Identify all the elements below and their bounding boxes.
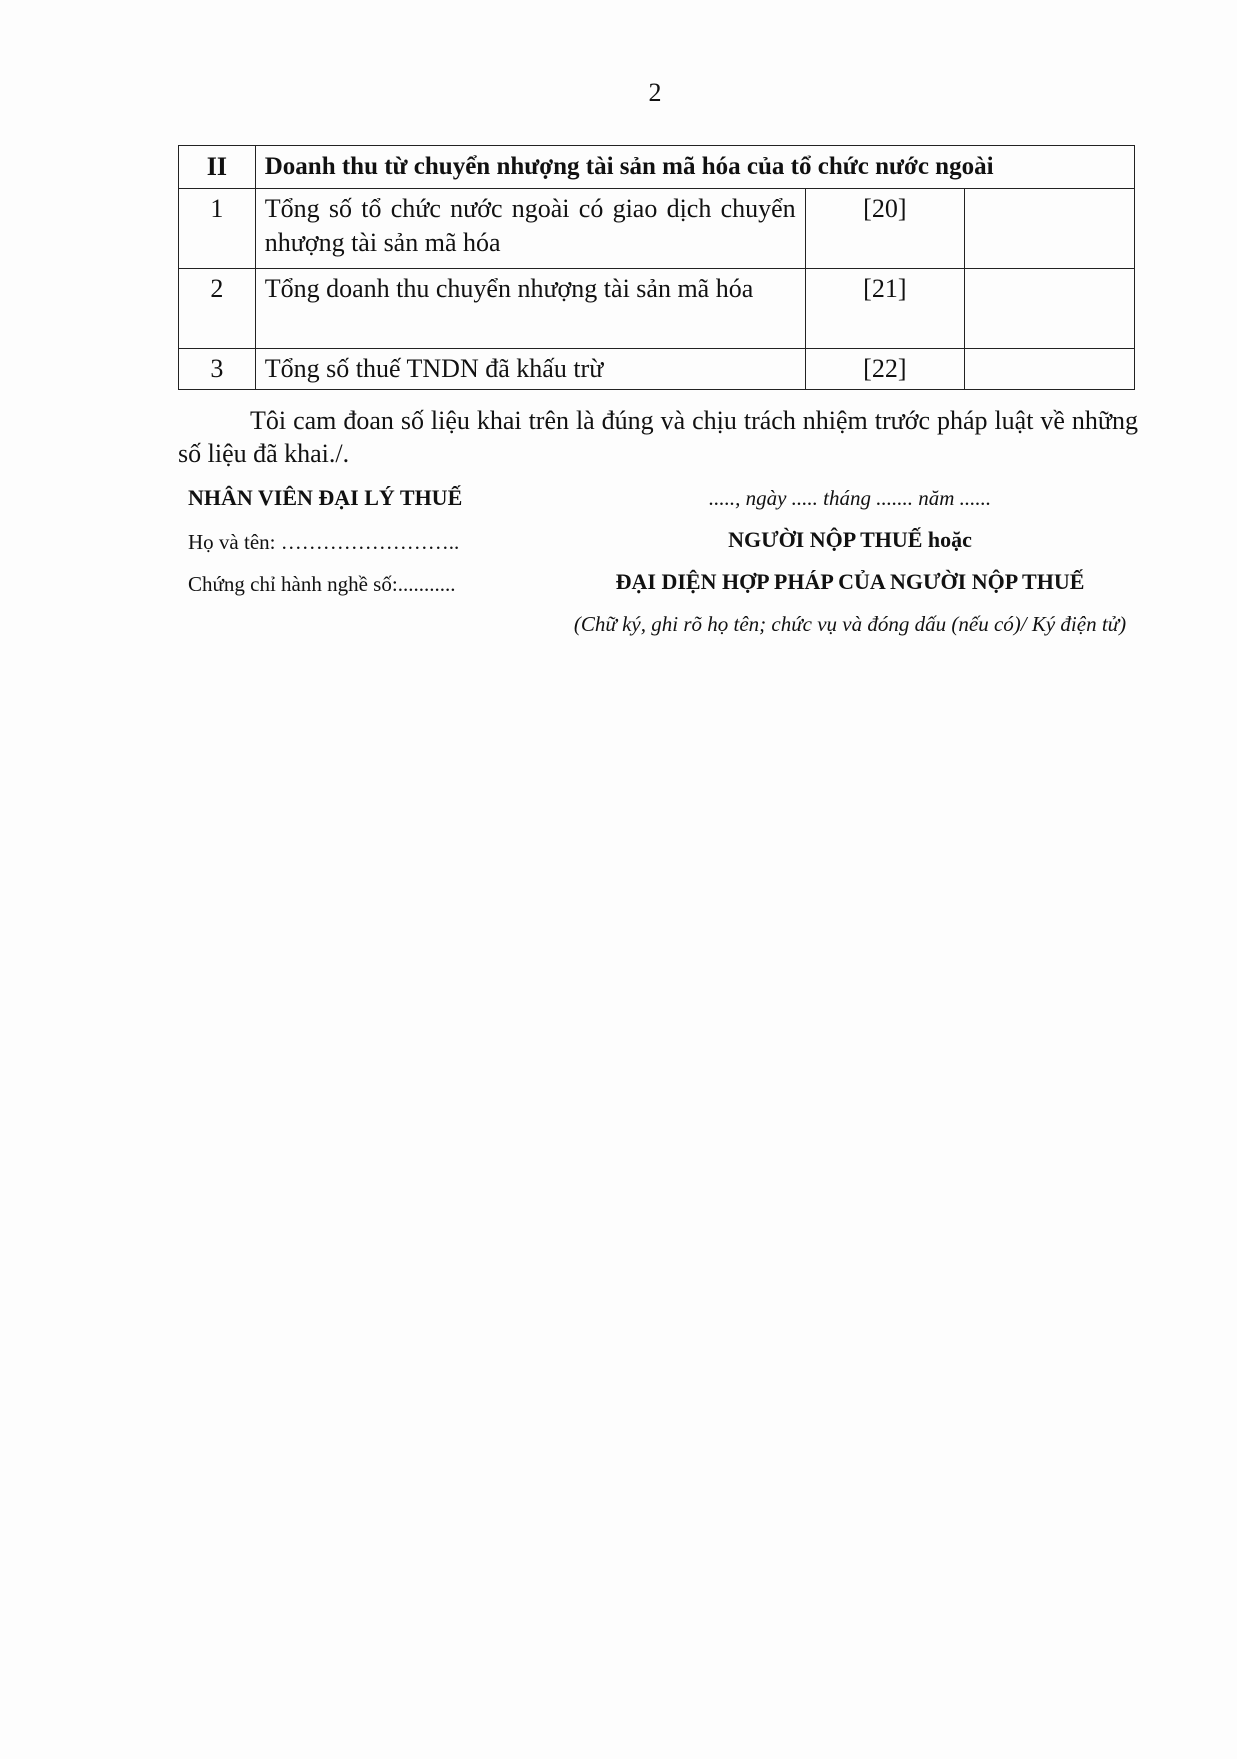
table-row	[179, 349, 1135, 390]
section-row	[179, 146, 1135, 189]
section-title: Doanh thu từ chuyển nhượng tài sản mã hóa của tổ chức nước ngoài	[255, 146, 1134, 189]
taxpayer-title: NGƯỜI NỘP THUẾ hoặc	[728, 527, 972, 552]
row-code: [20]	[805, 189, 964, 269]
date-line: ....., ngày ..... tháng ....... năm ......	[708, 486, 992, 510]
tax-agent-title: NHÂN VIÊN ĐẠI LÝ THUẾ	[188, 485, 463, 510]
section-number: II	[179, 146, 256, 189]
agent-name-field: Họ và tên: ……………………..	[188, 530, 460, 554]
declaration-table	[178, 145, 1135, 390]
signature-note: (Chữ ký, ghi rõ họ tên; chức vụ và đóng dấu (nếu có)/ Ký điện tử)	[573, 612, 1127, 636]
row-description: Tổng số thuế TNDN đã khấu trừ	[255, 349, 805, 390]
row-number: 3	[179, 349, 256, 390]
tax-agent-block	[188, 484, 528, 612]
row-value-cell[interactable]	[965, 349, 1135, 390]
row-number: 1	[179, 189, 256, 269]
row-value-cell[interactable]	[965, 189, 1135, 269]
row-code: [22]	[805, 349, 964, 390]
row-description: Tổng doanh thu chuyển nhượng tài sản mã hóa	[255, 269, 805, 349]
page-number: 2	[648, 78, 662, 107]
legal-representative-title: ĐẠI DIỆN HỢP PHÁP CỦA NGƯỜI NỘP THUẾ	[615, 569, 1085, 594]
table-row	[179, 269, 1135, 349]
row-description: Tổng số tổ chức nước ngoài có giao dịch chuyển nhượng tài sản mã hóa	[255, 189, 805, 269]
commitment-statement: Tôi cam đoan số liệu khai trên là đúng và chịu trách nhiệm trước pháp luật về những số liệu đã khai./.	[178, 406, 1138, 468]
taxpayer-signature-block	[560, 484, 1140, 639]
row-number: 2	[179, 269, 256, 349]
row-value-cell[interactable]	[965, 269, 1135, 349]
row-code: [21]	[805, 269, 964, 349]
table-row	[179, 189, 1135, 269]
agent-certificate-field: Chứng chỉ hành nghề số:...........	[188, 572, 456, 596]
